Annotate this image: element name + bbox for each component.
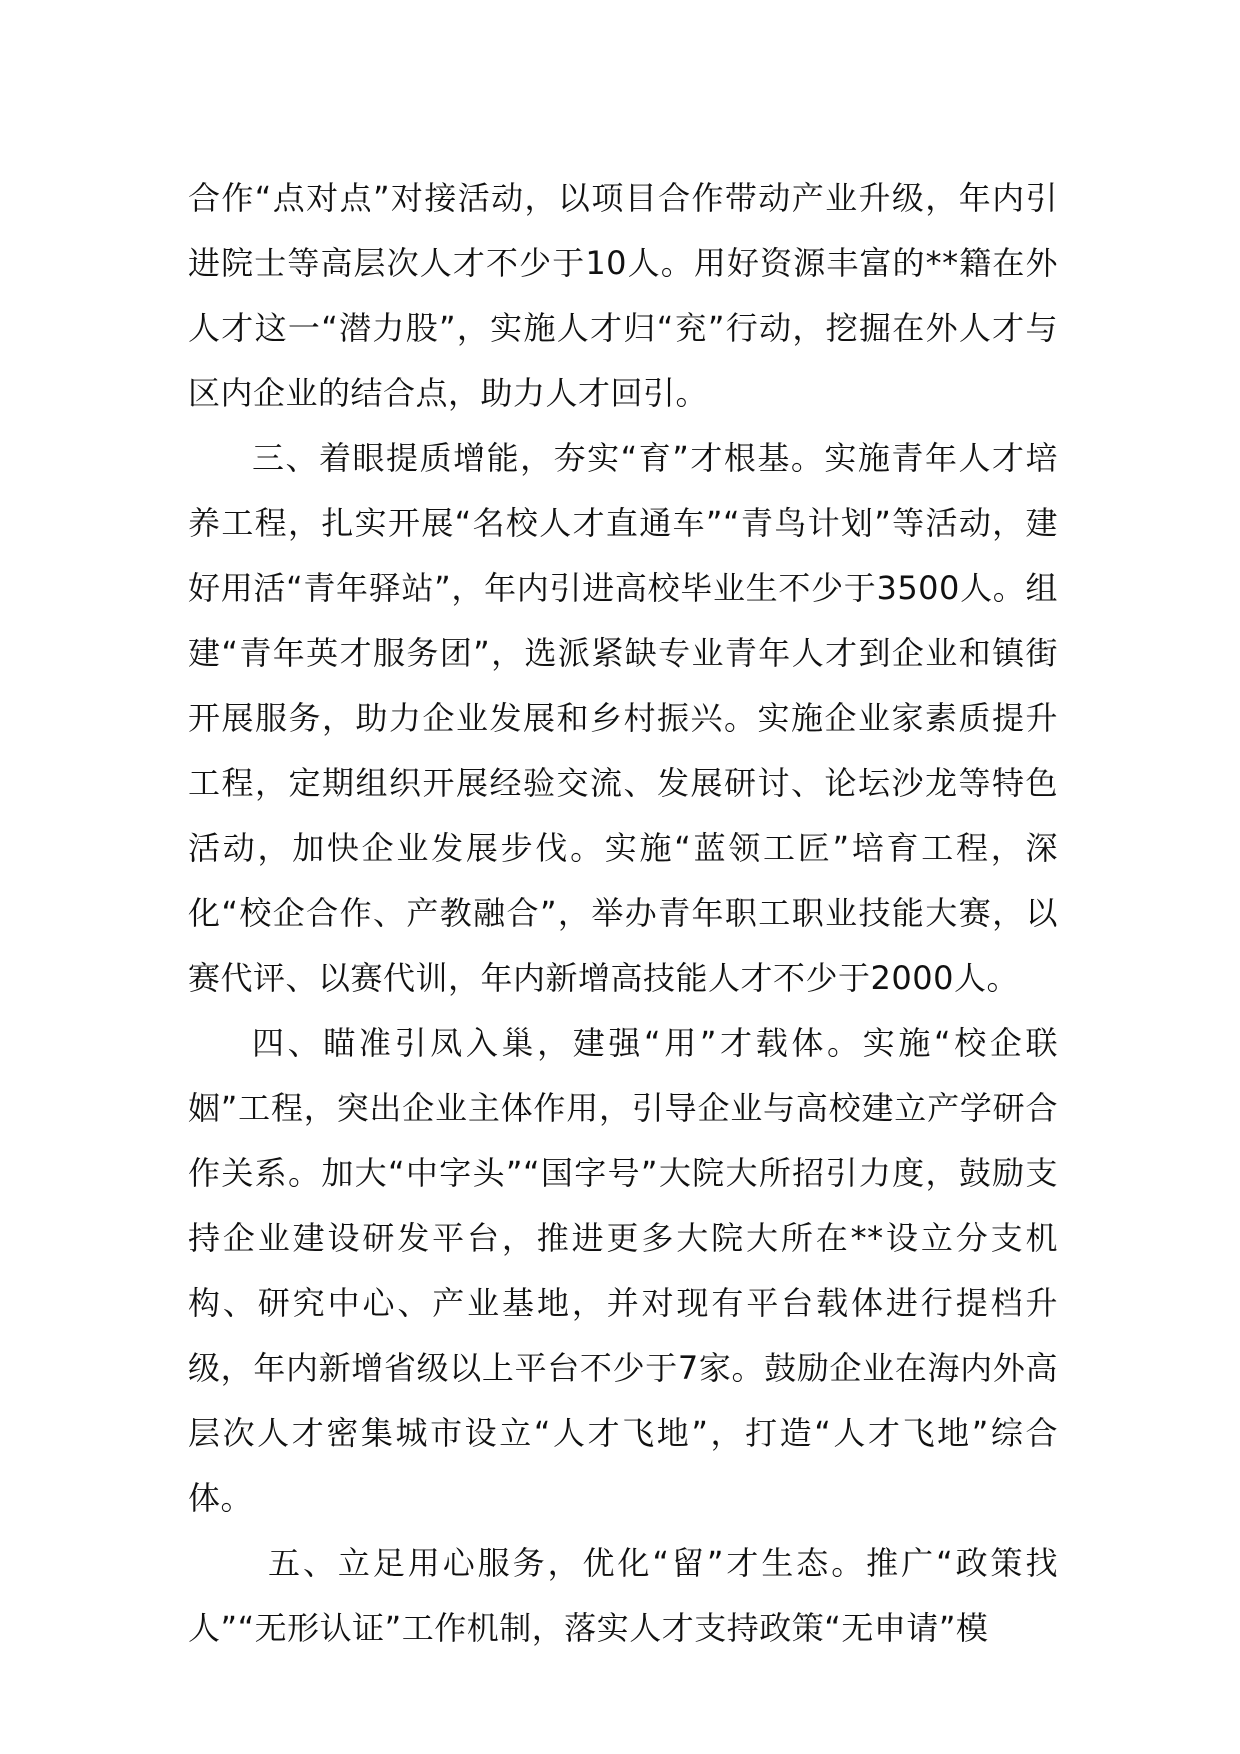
paragraph-section-four: 四、瞄准引凤入巢，建强“用”才载体。实施“校企联姻”工程，突出企业主体作用，引导企业与高校建立产学研合作关系。加大“中字头”“国字号”大院大所招引力度，鼓励支持企业建设研发平台，推进更多大院大所在**设立分支机构、研究中心、产业基地，并对现有平台载体进行提档升级，年内新增省级以上平台不少于7家。鼓励企业在海内外高层次人才密集城市设立“人才飞地”，打造“人才飞地”综合体。 [188, 1024, 1058, 1517]
paragraph-continued: 合作“点对点”对接活动，以项目合作带动产业升级，年内引进院士等高层次人才不少于10人。用好资源丰富的**籍在外人才这一“潜力股”，实施人才归“兖”行动，挖掘在外人才与区内企业的结合点，助力人才回引。 [188, 179, 1058, 412]
document-body [188, 166, 1058, 1661]
paragraph-section-three: 三、着眼提质增能，夯实“育”才根基。实施青年人才培养工程，扎实开展“名校人才直通车”“青鸟计划”等活动，建好用活“青年驿站”，年内引进高校毕业生不少于3500人。组建“青年英才服务团”，选派紧缺专业青年人才到企业和镇街开展服务，助力企业发展和乡村振兴。实施企业家素质提升工程，定期组织开展经验交流、发展研讨、论坛沙龙等特色活动，加快企业发展步伐。实施“蓝领工匠”培育工程，深化“校企合作、产教融合”，举办青年职工职业技能大赛，以赛代评、以赛代训，年内新增高技能人才不少于2000人。 [188, 439, 1058, 997]
paragraph-section-five: 五、立足用心服务，优化“留”才生态。推广“政策找人”“无形认证”工作机制，落实人才支持政策“无申请”模 [188, 1544, 1058, 1647]
